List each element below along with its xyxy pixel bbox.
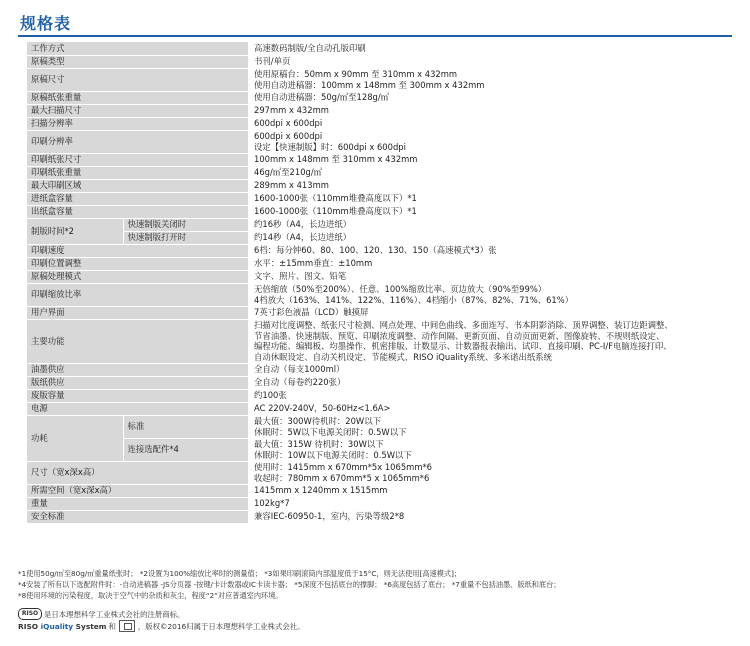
spec-label: 原稿处理模式 (27, 270, 249, 283)
spec-value (249, 438, 732, 461)
table-row (27, 231, 732, 244)
spec-value-line: 1415mm x 1240mm x 1515mm (254, 485, 388, 496)
spec-sublabel: 标准 (123, 415, 249, 438)
spec-value (249, 153, 732, 166)
spec-value-line: 4档放大（163%、141%、122%、116%）、4档缩小（87%、82%、71%、61%） (254, 294, 574, 305)
spec-value-line: 使用自动进稿器：100mm x 148mm 至 300mm x 432mm (254, 79, 485, 90)
table-row (27, 415, 732, 438)
trademark-footer (18, 608, 732, 632)
spec-label: 用户界面 (27, 306, 249, 319)
spec-label: 制版时间*2 (27, 218, 123, 244)
spec-value (249, 389, 732, 402)
spec-value (249, 402, 732, 415)
table-row (27, 166, 732, 179)
table-row (27, 117, 732, 130)
spec-value-line: 100mm x 148mm 至 310mm x 432mm (254, 154, 418, 165)
spec-value (249, 270, 732, 283)
spec-value-line: 297mm x 432mm (254, 105, 329, 116)
table-row (27, 179, 732, 192)
footnote-line: *4安装了所有以下选配附件时：-自动进稿器 -JS分页器 -按键/卡计数器或IC卡读卡器； *5深度不包括底台的撑脚； *6高度包括了底台； *7重量不包括油墨、版纸和底台； (18, 580, 561, 589)
spec-value (249, 497, 732, 510)
table-row (27, 104, 732, 117)
table-row (27, 283, 732, 306)
spec-value-line: 使用原稿台：50mm x 90mm 至 310mm x 432mm (254, 69, 458, 79)
spec-value-line: 休眠时：10W以下电源关闭时：0.5W以下 (254, 449, 412, 460)
spec-value-line: 102kg*7 (254, 498, 290, 509)
spec-value-line: 1600-1000张（110mm堆叠高度以下）*1 (254, 206, 417, 217)
spec-label: 电源 (27, 402, 249, 415)
spec-value-line: 节省油墨、快速制版、预览、印刷浓度调整、动作间隔、更新页面、自动页面更新、图像旋转、不规则纸设定、 (254, 330, 665, 341)
spec-label: 安全标准 (27, 510, 249, 523)
table-row (27, 461, 732, 484)
spec-label: 印刷缩放比率 (27, 283, 249, 306)
trademark-text: 是日本理想科学工业株式会社的注册商标。 (44, 609, 185, 619)
spec-value (249, 283, 732, 306)
page-title: 规格表 (20, 14, 72, 33)
title-divider (18, 35, 732, 37)
spec-value-line: 无倍缩放（50%至200%）、任意、100%缩放比率、页边放大（90%至99%） (254, 284, 547, 294)
spec-value-line: 约100张 (254, 390, 287, 401)
spec-value (249, 461, 732, 484)
spec-value-line: 最大值：300W待机时：20W以下 (254, 416, 381, 426)
spec-value-line: 约16秒（A4，长边进纸） (254, 219, 352, 230)
table-row (27, 319, 732, 363)
spec-label: 主要功能 (27, 319, 249, 363)
table-row (27, 484, 732, 497)
spec-label: 印刷速度 (27, 244, 249, 257)
environment-label-icon (119, 620, 135, 632)
spec-label: 最大印刷区域 (27, 179, 249, 192)
footnotes (18, 568, 732, 601)
riso-logo: RISO (18, 608, 42, 620)
spec-label: 印刷分辨率 (27, 130, 249, 153)
iquality-logo-suffix: System (73, 621, 107, 631)
spec-value (249, 231, 732, 244)
spec-value (249, 306, 732, 319)
table-row (27, 192, 732, 205)
table-row (27, 270, 732, 283)
spec-label: 尺寸（宽x深x高） (27, 461, 249, 484)
table-row (27, 55, 732, 68)
table-row (27, 153, 732, 166)
spec-value-line: 7英寸彩色液晶（LCD）触摸屏 (254, 307, 369, 318)
spec-value-line: 高速数码制版/全自动孔版印刷 (254, 43, 366, 53)
spec-label: 油墨供应 (27, 363, 249, 376)
spec-value-line: 休眠时：5W以下电源关闭时：0.5W以下 (254, 426, 407, 437)
table-row (27, 218, 732, 231)
spec-label: 原稿尺寸 (27, 68, 249, 91)
spec-label: 原稿类型 (27, 55, 249, 68)
footnote-line: *1使用50g/㎡至80g/㎡重量纸张时； *2设置为100%缩放比率时的测量值； *3如果印刷滚筒内部温度低于15°C，则无法使用[高速模式]； (18, 569, 462, 578)
footnote-line: *8使用环境的污染程度，取决于空气中的杂质和灰尘，程度“2”对应普通室内环境。 (18, 591, 283, 600)
spec-label: 重量 (27, 497, 249, 510)
spec-value-line: AC 220V-240V，50-60Hz<1.6A> (254, 403, 391, 414)
table-row (27, 68, 732, 91)
spec-value (249, 376, 732, 389)
spec-label: 所需空间（宽x深x高） (27, 484, 249, 497)
table-row (27, 510, 732, 523)
spec-table (27, 42, 732, 524)
spec-value-line: 使用自动进稿器：50g/㎡至128g/㎡ (254, 92, 390, 103)
spec-value (249, 55, 732, 68)
spec-value (249, 91, 732, 104)
riso-iquality-logo (18, 622, 106, 631)
spec-label: 扫描分辨率 (27, 117, 249, 130)
spec-value (249, 130, 732, 153)
table-row (27, 244, 732, 257)
spec-label: 印刷位置调整 (27, 257, 249, 270)
table-row (27, 91, 732, 104)
spec-value-line: 水平：±15mm垂直：±10mm (254, 258, 373, 269)
spec-value-line: 编程功能、编辑板、均墨操作、机密排版、计数显示、计数器报表输出、试印、直接印刷、PC-I/F电脑连接打印、 (254, 341, 672, 351)
spec-value (249, 104, 732, 117)
spec-value-line: 自动休眠设定、自动关机设定、节能模式、RISO iQuality系统、多米诺出纸系统 (254, 351, 552, 362)
spec-value-line: 收起时：780mm x 670mm*5 x 1065mm*6 (254, 472, 430, 483)
spec-value (249, 68, 732, 91)
spec-value (249, 257, 732, 270)
spec-value-line: 289mm x 413mm (254, 180, 329, 191)
spec-label: 印刷纸张尺寸 (27, 153, 249, 166)
spec-value-line: 600dpi x 600dpi (254, 131, 323, 141)
spec-value-line: 600dpi x 600dpi (254, 118, 323, 129)
spec-value (249, 244, 732, 257)
spec-sublabel: 连接选配件*4 (123, 438, 249, 461)
copyright-text: ，版权©2016归属于日本理想科学工业株式会社。 (137, 621, 305, 631)
table-row (27, 363, 732, 376)
spec-value-line: 6档：每分钟60、80、100、120、130、150（高速模式*3）张 (254, 245, 497, 256)
spec-value (249, 415, 732, 438)
spec-label: 出纸盒容量 (27, 205, 249, 218)
spec-value (249, 179, 732, 192)
spec-label: 功耗 (27, 415, 123, 461)
spec-value (249, 42, 732, 55)
spec-label: 废版容量 (27, 389, 249, 402)
spec-label: 版纸供应 (27, 376, 249, 389)
spec-value-line: 46g/㎡至210g/㎡ (254, 167, 323, 178)
spec-value (249, 166, 732, 179)
spec-value-line: 最大值：315W 待机时：30W以下 (254, 439, 384, 449)
spec-value-line: 书刊/单页 (254, 56, 291, 67)
spec-value (249, 363, 732, 376)
spec-label: 最大扫描尺寸 (27, 104, 249, 117)
spec-label: 原稿纸张重量 (27, 91, 249, 104)
spec-value-line: 设定【快速制版】时：600dpi x 600dpi (254, 141, 406, 152)
spec-value-line: 兼容IEC-60950-1，室内，污染等级2*8 (254, 511, 405, 522)
table-row (27, 306, 732, 319)
table-row (27, 130, 732, 153)
spec-value-line: 约14秒（A4，长边进纸） (254, 232, 352, 243)
spec-label: 工作方式 (27, 42, 249, 55)
spec-value (249, 205, 732, 218)
spec-value (249, 218, 732, 231)
table-row (27, 42, 732, 55)
table-row (27, 402, 732, 415)
spec-value-line: 使用时：1415mm x 670mm*5x 1065mm*6 (254, 462, 432, 472)
spec-label: 印刷纸张重量 (27, 166, 249, 179)
spec-value-line: 文字、照片、图文、铅笔 (254, 271, 347, 282)
spec-value-line: 1600-1000张（110mm堆叠高度以下）*1 (254, 193, 417, 204)
iquality-logo-prefix: RISO (18, 621, 41, 631)
spec-value (249, 117, 732, 130)
spec-label: 进纸盒容量 (27, 192, 249, 205)
spec-value (249, 319, 732, 363)
table-row (27, 497, 732, 510)
table-row (27, 389, 732, 402)
spec-value-line: 扫描对比度调整、纸张尺寸检测、网点处理、中间色曲线、多面连写、书本阴影消除、顶界调整、装订边距调整、 (254, 320, 673, 330)
table-row (27, 205, 732, 218)
spec-value (249, 510, 732, 523)
iquality-logo-core: iQuality (40, 621, 74, 631)
spec-value-line: 全自动（每卷约220张） (254, 377, 346, 388)
and-text: 和 (108, 621, 116, 631)
spec-value (249, 192, 732, 205)
spec-sublabel: 快速制版关闭时 (123, 218, 249, 231)
table-row (27, 438, 732, 461)
table-row (27, 257, 732, 270)
spec-sublabel: 快速制版打开时 (123, 231, 249, 244)
spec-value (249, 484, 732, 497)
table-row (27, 376, 732, 389)
spec-value-line: 全自动（每支1000ml） (254, 364, 345, 375)
